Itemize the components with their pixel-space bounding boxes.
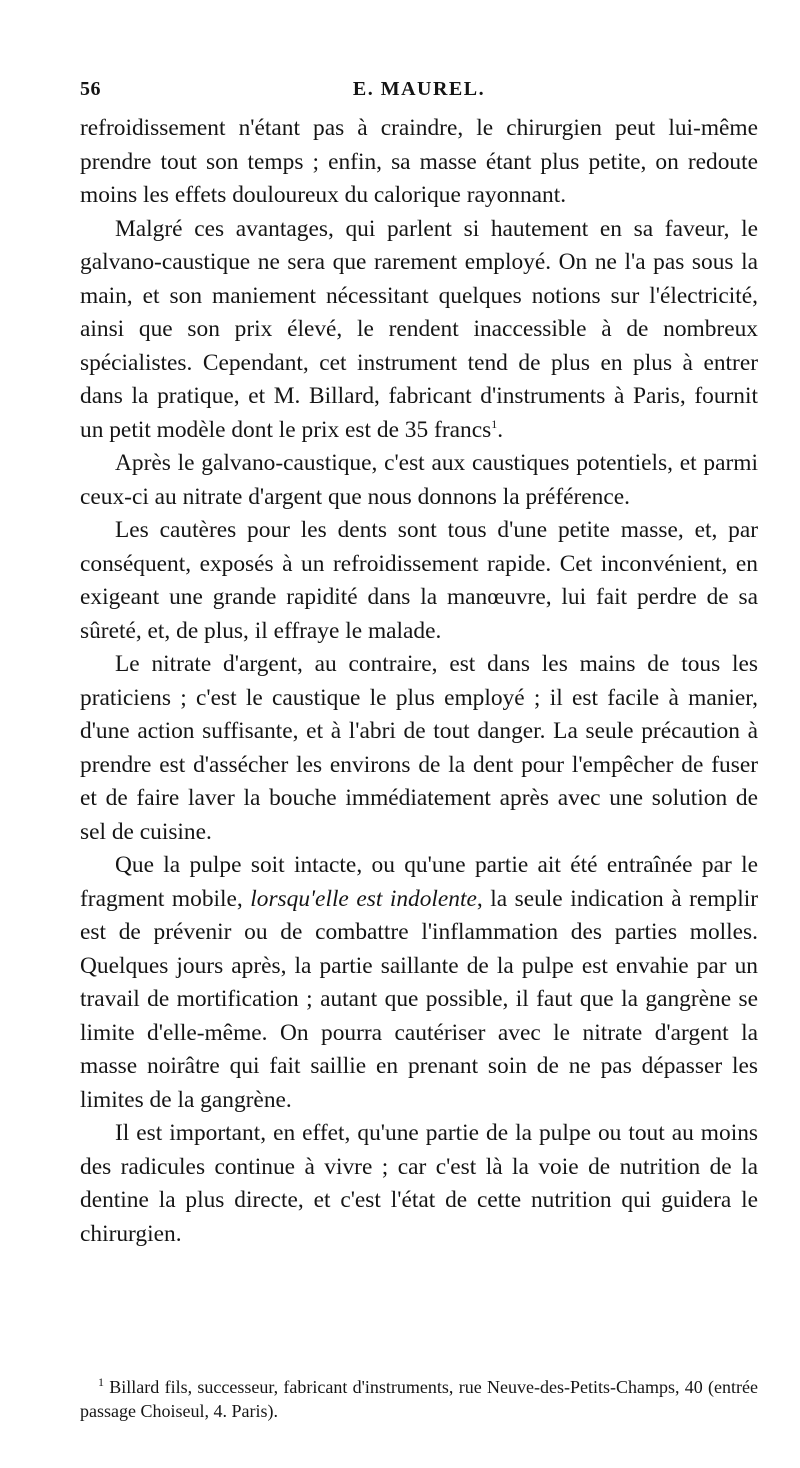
paragraph-caustiques-potentiels: Après le galvano-caustique, c'est aux caustiques potentiels, et parmi ceux-ci au nitrate d'argent que nous donnons la préférence.	[80, 450, 758, 510]
footnote-reference: 1	[491, 416, 498, 431]
page-header	[80, 78, 758, 108]
paragraph-cauteres: Les cautères pour les dents sont tous d'une petite masse, et, par conséquent, exposés à un refroidissement rapide. Cet inconvénient, en exigeant une grande rapidité dans la manœuvre, lui fait perdre de sa sûreté, et, de plus, il effraye le malade.	[80, 517, 758, 644]
paragraph-continued: refroidissement n'étant pas à craindre, le chirurgien peut lui-même prendre tout son temps ; enfin, sa masse étant plus petite, on redoute moins les effets douloureux du calorique rayonnant.	[80, 115, 758, 208]
paragraph-text: Que la pulpe soit intacte, ou qu'une partie ait été entraînée par le fragment mobile,	[80, 852, 758, 912]
running-title: E. MAUREL.	[352, 78, 486, 100]
paragraph-text: , la seule indication à remplir est de prévenir ou de combattre l'inflammation des parties molles. Quelques jours après, la partie saillante de la pulpe est envahie par un travail de mortification ; autant que possible, il faut que la gangrène se limite d'elle-même. On pourra cautériser avec le nitrate d'argent la masse noirâtre qui fait saillie en prenant soin de ne pas dépasser les limites de la gangrène.	[80, 885, 758, 1113]
paragraph-radicules: Il est important, en effet, qu'une partie de la pulpe ou tout au moins des radicules continue à vivre ; car c'est là la voie de nutrition de la dentine la plus directe, et c'est l'état de cette nutrition qui guidera le chirurgien.	[80, 1120, 758, 1247]
paragraph-end: .	[497, 416, 504, 443]
paragraph-nitrate-argent: Le nitrate d'argent, au contraire, est dans les mains de tous les praticiens ; c'est le caustique le plus employé ; il est facile à manier, d'une action suffisante, et à l'abri de tout danger. La seule précaution à prendre est d'assécher les environs de la dent pour l'empêcher de fuser et de faire laver la bouche immédiatement après avec une solution de sel de cuisine.	[80, 651, 758, 845]
paragraph-pulpe	[80, 849, 758, 1117]
body-text	[80, 112, 758, 1251]
italic-phrase: lorsqu'elle est indolente	[250, 885, 477, 912]
paragraph-galvano-caustique	[80, 213, 758, 448]
page-number: 56	[80, 78, 101, 100]
footnote	[80, 1375, 758, 1423]
footnote-text: Billard fils, successeur, fabricant d'instruments, rue Neuve-des-Petits-Champs, 40 (entrée passage Choiseul, 4. Paris).	[80, 1377, 758, 1421]
paragraph-text: Malgré ces avantages, qui parlent si hautement en sa faveur, le galvano-caustique ne sera que rarement employé. On ne l'a pas sous la main, et son maniement nécessitant quelques notions sur l'électricité, ainsi que son prix élevé, le rendent inaccessible à de nombreux spécialistes. Cependant, cet instrument tend de plus en plus à entrer dans la pratique, et M. Billard, fabricant d'instruments à Paris, fournit un petit modèle dont le prix est de 35 francs	[80, 215, 758, 443]
footnote-mark: 1	[98, 1375, 104, 1389]
